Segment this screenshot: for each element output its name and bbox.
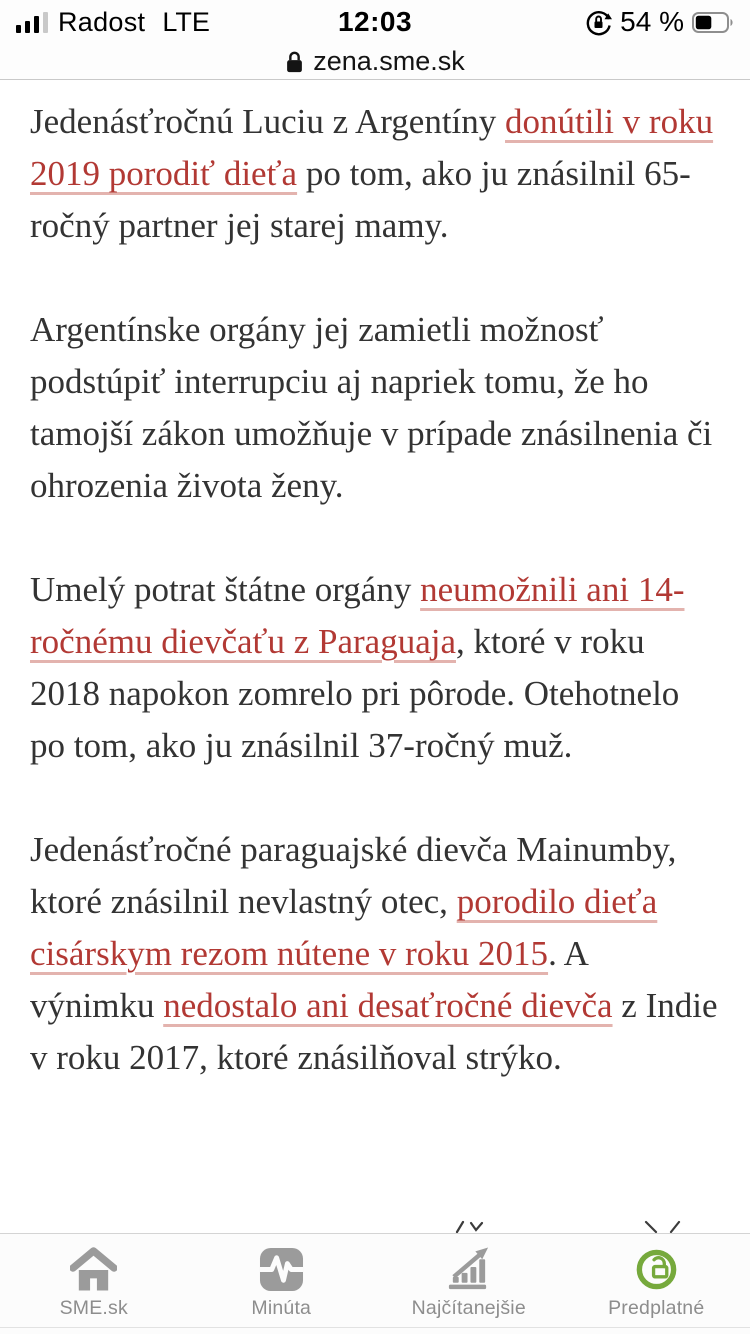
article-text: Umelý potrat štátne orgány [30, 570, 421, 609]
article-text: . A výnimku [30, 934, 587, 1025]
battery-percent-label: 54 % [620, 6, 684, 37]
tab-icon-box [445, 1245, 492, 1293]
status-bar-left [16, 7, 338, 38]
bar-chart-icon [445, 1246, 492, 1292]
url-domain-label: zena.sme.sk [313, 46, 465, 76]
status-bar-center [338, 6, 412, 38]
rotation-lock-icon [585, 9, 612, 36]
tab-icon-box [70, 1245, 117, 1293]
article-text: po tom, ako ju znásilnil 65-ročný partner jej starej mamy. [30, 154, 691, 245]
status-bar [0, 0, 750, 44]
network-type-label: LTE [162, 6, 210, 37]
article-link[interactable]: donútili v roku 2019 porodiť dieťa [30, 102, 714, 193]
clipped-text-fragments [0, 1219, 750, 1233]
tab-item-home[interactable] [0, 1234, 188, 1334]
article-paragraph [30, 564, 720, 772]
article-text: z Indie v roku 2017, ktoré znásilňoval strýko. [30, 986, 718, 1077]
tab-icon-box [634, 1245, 679, 1293]
article-paragraph [30, 96, 720, 252]
tab-label: Minúta [251, 1297, 312, 1319]
url-bar[interactable] [0, 44, 750, 80]
home-icon [70, 1247, 117, 1292]
article-body [0, 80, 750, 1220]
article-text: Jedenásťročnú Luciu z Argentíny [30, 102, 506, 141]
article-link[interactable]: neumožnili ani 14-ročnému dievčaťu z Paraguaja [30, 570, 685, 661]
article-paragraph [30, 824, 720, 1084]
tab-item-unlock[interactable] [563, 1234, 750, 1334]
tab-label: Predplatné [608, 1297, 705, 1319]
tab-item-chart[interactable] [375, 1234, 563, 1334]
article-text: Argentínske orgány jej zamietli možnosť podstúpiť interrupciu aj napriek tomu, že ho tamojší zákon umožňuje v prípade znásilnenia či ohrozenia života ženy. [30, 310, 713, 505]
article-paragraph [30, 304, 720, 512]
carrier-label: Radost [58, 6, 146, 37]
article-link[interactable]: porodilo dieťa cisárskym rezom nútene v roku 2015 [30, 882, 658, 973]
tab-item-pulse[interactable] [188, 1234, 376, 1334]
clock-label: 12:03 [337, 6, 413, 37]
status-bar-right [412, 6, 734, 38]
signal-strength-icon [16, 12, 49, 33]
unlock-icon [634, 1247, 679, 1292]
tab-label: SME.sk [59, 1297, 128, 1319]
tab-label: Najčítanejšie [411, 1297, 526, 1319]
article-text: Jedenásťročné paraguajské dievča Mainumby, ktoré znásilnil nevlastný otec, [30, 830, 677, 921]
pulse-icon [259, 1247, 304, 1292]
tab-icon-box [259, 1245, 304, 1293]
ssl-lock-icon [285, 50, 304, 74]
article-text: , ktoré v roku 2018 napokon zomrelo pri pôrode. Otehotnelo po tom, ako ju znásilnil 37-ročný muž. [30, 622, 680, 765]
article-link[interactable]: nedostalo ani desaťročné dievča [163, 986, 613, 1025]
battery-icon [692, 12, 734, 33]
bottom-tab-bar [0, 1233, 750, 1334]
